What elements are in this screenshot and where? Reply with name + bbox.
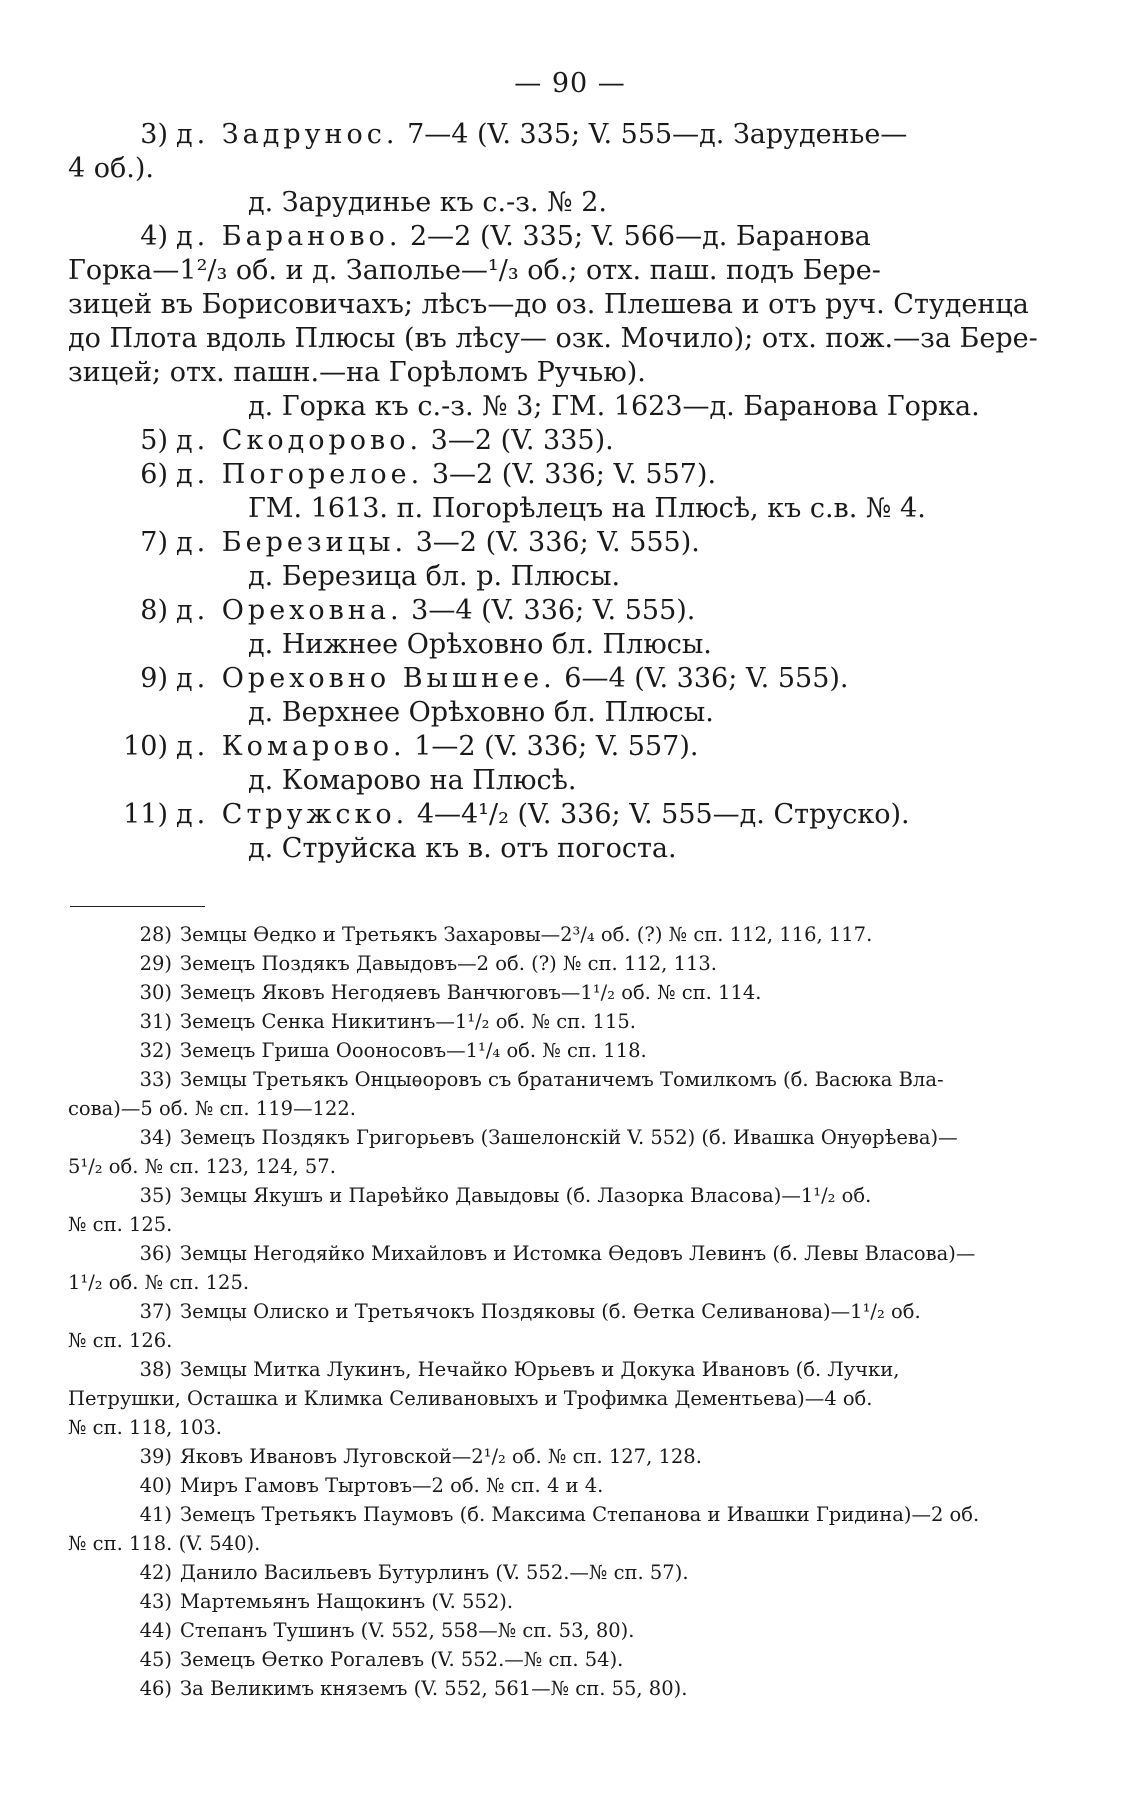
footnote: 34) Земецъ Поздякъ Григорьевъ (Зашелонскій V. 552) (б. Ивашка Онуѳрѣева)— [139, 1126, 958, 1149]
entry-line: 9) д. Ореховно Вышнее. 6—4 (V. 336; V. 555). [140, 663, 849, 694]
entry-note: д. Струйска къ в. отъ погоста. [248, 833, 677, 864]
footnote-cont: Петрушки, Осташка и Климка Селивановыхъ и Трофимка Дементьева)—4 об. [68, 1387, 873, 1410]
entry-line: 6) д. Погорелое. 3—2 (V. 336; V. 557). [140, 459, 717, 490]
footnote: 38) Земцы Митка Лукинъ, Нечайко Юрьевъ и Докука Ивановъ (б. Лучки, [139, 1358, 900, 1381]
footnote: 39) Яковъ Ивановъ Луговской—2¹/₂ об. № сп. 127, 128. [139, 1445, 702, 1468]
footnote-cont: № сп. 126. [68, 1329, 173, 1352]
footnote: 30) Земецъ Яковъ Негодяевъ Ванчюговъ—1¹/₂ об. № сп. 114. [139, 981, 762, 1004]
entry-line: 10) д. Комарово. 1—2 (V. 336; V. 557). [123, 731, 699, 762]
footnote: 29) Земецъ Поздякъ Давыдовъ—2 об. (?) № сп. 112, 113. [139, 952, 717, 975]
entry-line: 5) д. Скодорово. 3—2 (V. 335). [140, 425, 614, 456]
footnote-cont: № сп. 125. [68, 1213, 173, 1236]
footnote: 45) Земецъ Ѳетко Рогалевъ (V. 552.—№ сп. 54). [139, 1648, 624, 1671]
entry-note: д. Горка къ с.-з. № 3; ГМ. 1623—д. Баранова Горка. [248, 391, 980, 422]
footnote: 42) Данило Васильевъ Бутурлинъ (V. 552.—№ сп. 57). [139, 1561, 689, 1584]
entry-line: зицей; отх. пашн.—на Горѣломъ Ручью). [68, 357, 646, 388]
entry-note: д. Комарово на Плюсѣ. [248, 765, 577, 796]
footnote: 31) Земецъ Сенка Никитинъ—1¹/₂ об. № сп. 115. [139, 1010, 636, 1033]
footnotes [68, 920, 1058, 1703]
footnote: 46) За Великимъ княземъ (V. 552, 561—№ сп. 55, 80). [139, 1677, 688, 1700]
footnote: 37) Земцы Олиско и Третьячокъ Поздяковы (б. Ѳетка Селиванова)—1¹/₂ об. [139, 1300, 921, 1323]
footnote: 40) Миръ Гамовъ Тыртовъ—2 об. № сп. 4 и 4. [139, 1474, 604, 1497]
footnote-cont: 5¹/₂ об. № сп. 123, 124, 57. [68, 1155, 336, 1178]
footnote: 44) Степанъ Тушинъ (V. 552, 558—№ сп. 53, 80). [139, 1619, 635, 1642]
footnote-cont: сова)—5 об. № сп. 119—122. [68, 1097, 356, 1120]
footnote-cont: 1¹/₂ об. № сп. 125. [68, 1271, 250, 1294]
footnote-cont: № сп. 118. (V. 540). [68, 1532, 261, 1555]
main-entries [68, 118, 1058, 866]
footnote: 41) Земецъ Третьякъ Паумовъ (б. Максима Степанова и Ивашки Гридина)—2 об. [139, 1503, 980, 1526]
entry-line: 4) д. Бараново. 2—2 (V. 335; V. 566—д. Баранова [140, 221, 871, 252]
entry-line: Горка—1²/₃ об. и д. Заполье—¹/₃ об.; отх. паш. подъ Бере- [68, 255, 881, 286]
footnote: 28) Земцы Ѳедко и Третьякъ Захаровы—2³/₄ об. (?) № сп. 112, 116, 117. [139, 923, 873, 946]
footnote: 35) Земцы Якушъ и Парѳѣйко Давыдовы (б. Лазорка Власова)—1¹/₂ об. [139, 1184, 872, 1207]
entry-line: 3) д. Задрунос. 7—4 (V. 335; V. 555—д. Заруденье— [140, 119, 908, 150]
footnote: 36) Земцы Негодяйко Михайловъ и Истомка Ѳедовъ Левинъ (б. Левы Власова)— [139, 1242, 976, 1265]
entry-note: д. Верхнее Орѣховно бл. Плюсы. [248, 697, 714, 728]
footnote: 32) Земецъ Гриша Оооносовъ—1¹/₄ об. № сп. 118. [139, 1039, 647, 1062]
entry-line: 11) д. Стружско. 4—4¹/₂ (V. 336; V. 555—д. Струско). [123, 799, 910, 830]
entry-note: д. Зарудинье къ с.-з. № 2. [248, 187, 608, 218]
entry-note: д. Березица бл. р. Плюсы. [248, 561, 621, 592]
page-number: — 90 — [514, 68, 626, 99]
entry-note: ГМ. 1613. п. Погорѣлецъ на Плюсѣ, къ с.в. № 4. [248, 493, 926, 524]
footnote: 33) Земцы Третьякъ Онцыѳоровъ съ братаничемъ Томилкомъ (б. Васюка Вла- [139, 1068, 944, 1091]
footnote-divider [70, 906, 205, 907]
entry-line: 8) д. Ореховна. 3—4 (V. 336; V. 555). [140, 595, 696, 626]
entry-line: зицей въ Борисовичахъ; лѣсъ—до оз. Плешева и отъ руч. Студенца [68, 289, 1029, 320]
entry-note: д. Нижнее Орѣховно бл. Плюсы. [248, 629, 712, 660]
entry-line: до Плота вдоль Плюсы (въ лѣсу— озк. Мочило); отх. пож.—за Бере- [68, 323, 1038, 354]
footnote-cont: № сп. 118, 103. [68, 1416, 223, 1439]
entry-line: 4 об.). [68, 153, 154, 184]
footnote: 43) Мартемьянъ Нащокинъ (V. 552). [139, 1590, 514, 1613]
entry-line: 7) д. Березицы. 3—2 (V. 336; V. 555). [140, 527, 700, 558]
